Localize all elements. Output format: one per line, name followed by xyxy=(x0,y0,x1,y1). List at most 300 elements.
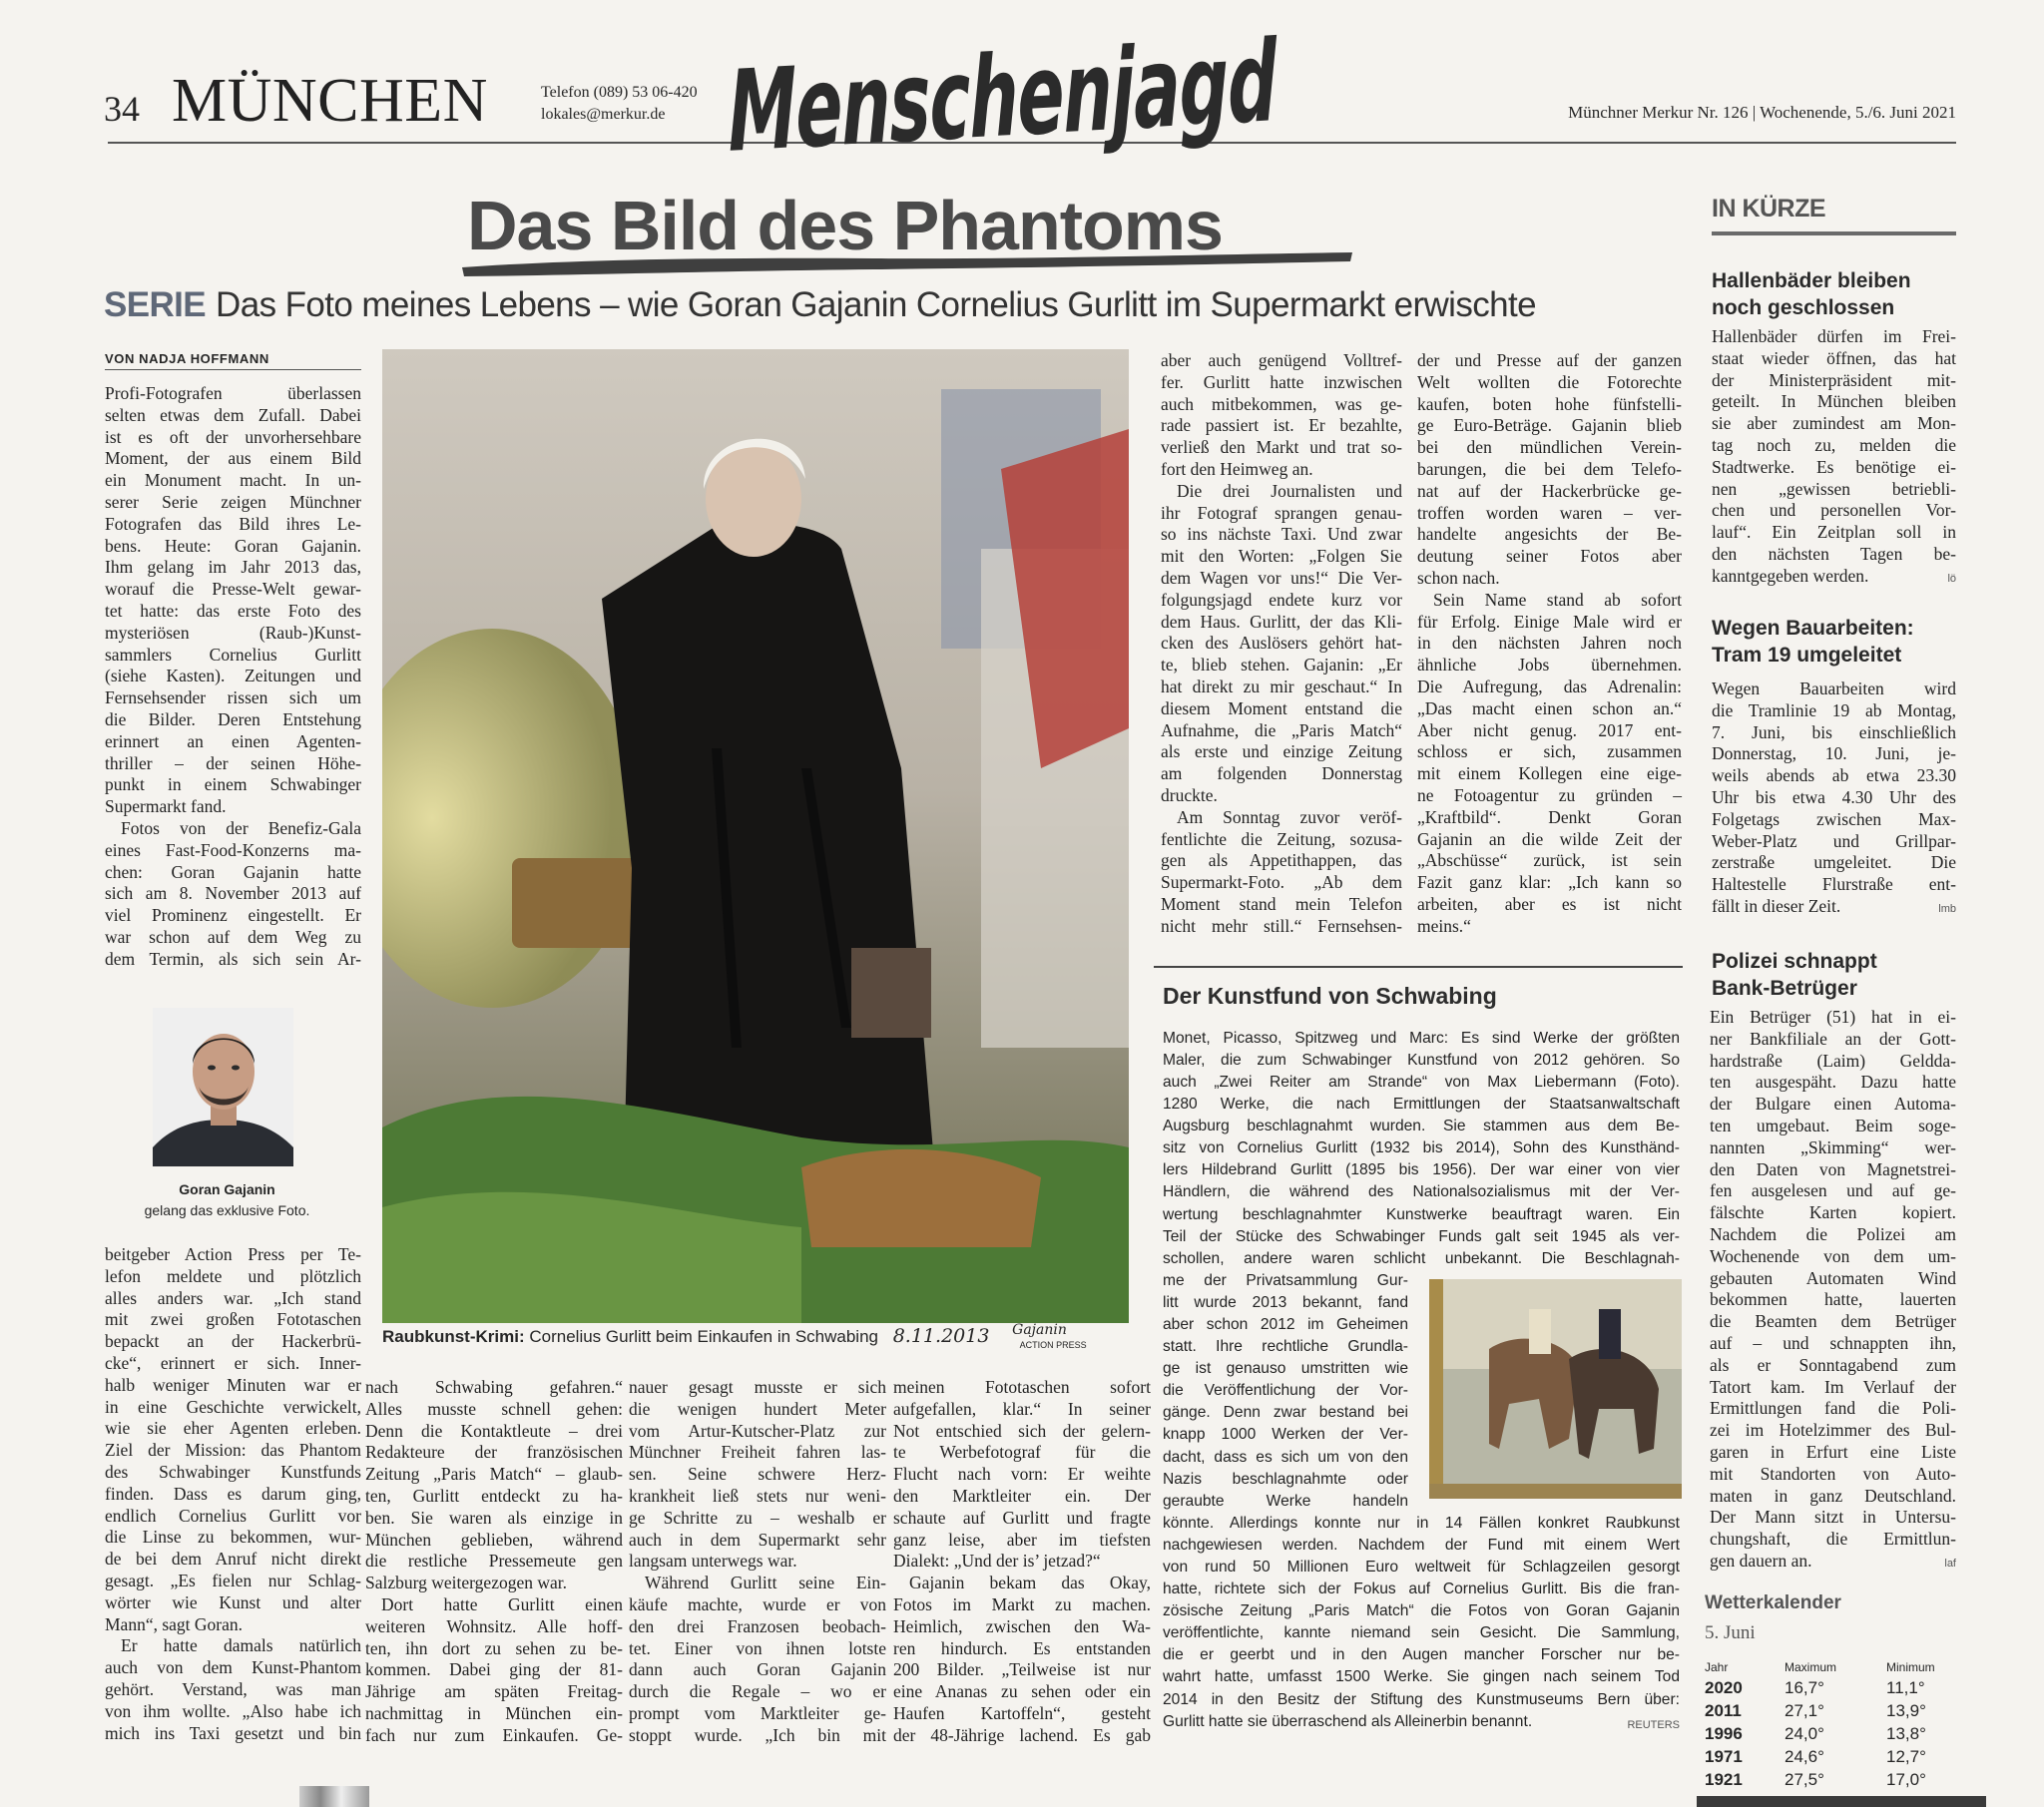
text-line xyxy=(1710,1268,1956,1290)
weather-max: 24,0° xyxy=(1785,1723,1824,1743)
text-line xyxy=(1163,1094,1680,1116)
text-line-content: wie sie eher Agenten erleben. xyxy=(105,1418,361,1439)
text-line xyxy=(893,1508,1151,1530)
text-line-content: ne Fotoagentur zu gründen – xyxy=(1417,784,1682,805)
text-line xyxy=(893,1725,1151,1747)
text-line xyxy=(105,1506,361,1528)
text-line xyxy=(1710,1007,1956,1029)
text-line xyxy=(1710,1377,1956,1399)
text-line-content: von ihm wollte. „Also habe ich xyxy=(105,1700,361,1721)
text-line-content: die Tramlinie 19 ab Montag, xyxy=(1712,699,1956,720)
text-line xyxy=(1417,546,1682,568)
text-line-content: fort den Heimweg an. xyxy=(1161,458,1313,479)
text-line xyxy=(1163,1248,1680,1270)
text-line-content: 2014 in den Besitz der Stiftung des Kunstmuseums Bern über: xyxy=(1163,1690,1680,1708)
text-line xyxy=(629,1421,886,1443)
brief-2-text xyxy=(1712,678,1956,921)
weather-table xyxy=(1705,1658,1935,1791)
phone-number: Telefon (089) 53 06-420 xyxy=(541,84,698,101)
text-line-content: prompt vom Marktleiter ge- xyxy=(629,1702,886,1723)
text-line xyxy=(629,1573,886,1594)
text-line xyxy=(105,1527,361,1549)
text-line xyxy=(629,1464,886,1486)
text-line-content: selten etwas dem Zufall. Dabei xyxy=(105,404,361,425)
text-line xyxy=(365,1616,623,1638)
text-line-content: dem Wagen vor uns!“ Die Ver- xyxy=(1161,567,1402,588)
text-line-content: für Erfolg. Einige Male wird er xyxy=(1417,611,1682,632)
text-line-content: diesem Moment entstand die xyxy=(1161,697,1402,718)
text-line-content: Dort hatte Gurlitt einen xyxy=(381,1593,623,1614)
text-line xyxy=(1712,348,1956,370)
text-line xyxy=(1712,831,1956,853)
text-line xyxy=(105,470,361,492)
text-line-content: der 48-Jährige lachend. Es gab xyxy=(893,1724,1151,1745)
text-line xyxy=(1710,1464,1956,1486)
issue-info: Münchner Merkur Nr. 126 | Wochenende, 5./6. Juni 2021 xyxy=(1568,103,1956,122)
text-line xyxy=(105,905,361,927)
text-line-content: tag noch zu, melden die xyxy=(1712,434,1956,455)
text-line xyxy=(1163,1116,1680,1137)
text-line-content: aber schon 2012 im Geheimen xyxy=(1163,1316,1408,1334)
text-line xyxy=(1161,481,1402,503)
text-line xyxy=(365,1508,623,1530)
text-line xyxy=(105,536,361,558)
text-line xyxy=(1417,633,1682,655)
text-line xyxy=(1710,1289,1956,1311)
text-line xyxy=(105,1549,361,1571)
text-line xyxy=(1163,1535,1680,1557)
text-line xyxy=(629,1442,886,1464)
text-line-content: dacht, dass es sich um von den xyxy=(1163,1448,1408,1466)
text-line xyxy=(1712,722,1956,744)
text-line xyxy=(1163,1314,1408,1336)
photographer-signature: Gajanin xyxy=(1012,1322,1067,1338)
text-line xyxy=(1161,677,1402,698)
article-column-1-bottom xyxy=(105,1244,361,1744)
text-line-content: deutung seiner Fotos aber xyxy=(1417,546,1682,567)
text-line xyxy=(1161,524,1402,546)
text-line xyxy=(1163,1557,1680,1579)
text-line-content: litt wurde 2013 bekannt, fand xyxy=(1163,1294,1408,1312)
text-line xyxy=(365,1573,623,1594)
text-line-content: die er geerbt und in den Augen mancher Forscher nur be- xyxy=(1163,1646,1680,1664)
author-name: Goran Gajanin xyxy=(179,1181,275,1197)
weather-year: 2020 xyxy=(1705,1677,1743,1697)
text-line-content: Fotografen das Bild ihres Le- xyxy=(105,513,361,534)
text-line xyxy=(1161,872,1402,894)
text-line xyxy=(1161,568,1402,590)
text-line xyxy=(1712,544,1956,566)
text-line-content: „Das macht einen schon an.“ xyxy=(1417,697,1682,718)
text-line-content: nannten „Skimming“ wer- xyxy=(1710,1136,1956,1157)
text-line xyxy=(365,1725,623,1747)
text-line-content: am folgenden Donnerstag xyxy=(1161,763,1402,784)
text-line xyxy=(365,1464,623,1486)
text-line-content: gen dauern an. xyxy=(1710,1550,1812,1571)
text-line-content: sammlers Cornelius Gurlitt xyxy=(105,644,361,665)
text-line-content: der und Presse auf der ganzen xyxy=(1417,350,1682,370)
text-line-content: Wegen Bauarbeiten wird xyxy=(1712,678,1956,698)
text-line-content: Moment, der aus einem Bild xyxy=(105,448,361,469)
text-line xyxy=(1712,413,1956,435)
text-line-content: dann auch Goran Gajanin xyxy=(629,1659,886,1680)
text-line xyxy=(1163,1666,1680,1688)
text-line-content: stoppt wurde. „Ich bin mit xyxy=(629,1724,886,1745)
text-line xyxy=(1712,896,1956,918)
text-line xyxy=(1161,655,1402,677)
text-line-content: cken des Auslösers gehört hat- xyxy=(1161,633,1402,654)
text-line xyxy=(105,557,361,579)
caption-text: Cornelius Gurlitt beim Einkaufen in Schwabing xyxy=(529,1327,878,1346)
text-line-content: von rund 50 Millionen Euro weltweit für Schlagzeilen gesorgt xyxy=(1163,1559,1680,1577)
text-line-content: den drei Franzosen beobach- xyxy=(629,1615,886,1636)
text-line xyxy=(1710,1420,1956,1442)
article-column-4 xyxy=(893,1377,1151,1747)
text-line-content: gen als Appetithappen, das xyxy=(1161,850,1402,871)
text-line-content: (siehe Kasten). Zeitungen und xyxy=(105,666,361,686)
scan-artifact xyxy=(299,1786,369,1807)
text-line-content: „Abschüsse“ zurück, ist sein xyxy=(1417,850,1682,871)
text-line-content: Salzburg weitergezogen war. xyxy=(365,1573,567,1593)
text-line xyxy=(1161,612,1402,634)
text-line-content: fälschte Karten kopiert. xyxy=(1710,1202,1956,1223)
weather-max: 24,6° xyxy=(1785,1746,1824,1766)
text-line-content: beitgeber Action Press per Te- xyxy=(105,1244,361,1264)
text-line-content: Alles musste schnell gehen: xyxy=(365,1398,623,1419)
text-line-content: 200 Bilder. „Teilweise ist nur xyxy=(893,1659,1151,1680)
text-line-content: Supermarkt-Foto. „Ab dem xyxy=(1161,872,1402,893)
text-line xyxy=(1710,1246,1956,1268)
text-line-content: arbeiten, aber es ist nicht xyxy=(1417,893,1682,914)
text-line-content: veröffentlichte, kannte niemand sein Gesicht. Die Sammlung, xyxy=(1163,1624,1680,1642)
text-line xyxy=(1417,720,1682,742)
text-line xyxy=(365,1421,623,1443)
text-line-content: könnte. Allerdings konnte nur in 14 Fällen konkret Raubkunst xyxy=(1163,1515,1680,1532)
text-line xyxy=(893,1594,1151,1616)
text-line-content: Aufnahme, die „Paris Match“ xyxy=(1161,719,1402,740)
text-line xyxy=(1710,1224,1956,1246)
brief-1-title-line: noch geschlossen xyxy=(1712,296,1895,319)
text-line xyxy=(365,1551,623,1573)
text-line xyxy=(1710,1051,1956,1073)
text-line xyxy=(105,1288,361,1310)
text-line-content: ner Bankfiliale an der Gott- xyxy=(1710,1028,1956,1049)
text-line-content: thriller – der seinen Höhe- xyxy=(105,752,361,773)
text-line-content: weiteren Wohnsitz. Alle hoff- xyxy=(365,1615,623,1636)
text-line xyxy=(1161,350,1402,372)
text-line-content: te, blieb stehen. Gajanin: „Er xyxy=(1161,655,1402,676)
weather-max: 16,7° xyxy=(1785,1677,1824,1697)
byline: VON NADJA HOFFMANN xyxy=(105,351,361,370)
text-line xyxy=(105,601,361,623)
text-line-content: meins.“ xyxy=(1417,915,1471,936)
article-column-6 xyxy=(1417,350,1682,938)
text-line xyxy=(1417,590,1682,612)
weather-row xyxy=(1705,1722,1935,1745)
text-line xyxy=(1161,829,1402,851)
weather-min: 13,9° xyxy=(1886,1700,1926,1720)
brief-3-title-line: Bank-Betrüger xyxy=(1712,977,1857,1000)
text-line xyxy=(105,1331,361,1353)
text-line-content: mit einem Kollegen eine eige- xyxy=(1417,763,1682,784)
text-line xyxy=(1417,459,1682,481)
text-line xyxy=(1163,1447,1408,1469)
text-line-content: die Veröffentlichung der Vor- xyxy=(1163,1382,1408,1400)
text-line-content: eines Fast-Food-Konzerns ma- xyxy=(105,839,361,860)
box-text-bottom xyxy=(1163,1513,1680,1736)
text-line xyxy=(893,1421,1151,1443)
text-line-content: hat direkt zu mir geschaut.“ In xyxy=(1161,676,1402,696)
text-line xyxy=(629,1377,886,1399)
caption-label: Raubkunst-Krimi: xyxy=(382,1327,525,1346)
photo-credit: ACTION PRESS xyxy=(1019,1340,1087,1350)
text-line-content: eine Ananas zu sehen oder ein xyxy=(893,1681,1151,1702)
text-line-content: kanntgegeben werden. xyxy=(1712,565,1869,586)
text-line-content: viel Prominenz eingestellt. Er xyxy=(105,905,361,926)
text-line-content: chen: Goran Gajanin hatte xyxy=(105,861,361,882)
text-line xyxy=(365,1486,623,1508)
author-credit: REUTERS xyxy=(1627,1718,1680,1731)
weather-row xyxy=(1705,1768,1935,1791)
text-line xyxy=(1163,1159,1680,1181)
text-line xyxy=(105,840,361,862)
text-line-content: serer Serie zeigen Münchner xyxy=(105,491,361,512)
text-line-content: barungen, die bei dem Telefo- xyxy=(1417,458,1682,479)
text-line-content: mit den Worten: „Folgen Sie xyxy=(1161,546,1402,567)
text-line-content: ein Monument macht. In un- xyxy=(105,470,361,491)
text-line xyxy=(629,1508,886,1530)
text-line-content: nauer gesagt musste er sich xyxy=(629,1377,886,1397)
text-line xyxy=(105,1657,361,1679)
text-line xyxy=(1710,1311,1956,1333)
text-line xyxy=(1163,1204,1680,1226)
text-line-content: langsam unterwegs war. xyxy=(629,1551,797,1572)
sidebar-rule xyxy=(1712,231,1956,235)
text-line-content: dem Termin, als sich sein Ar- xyxy=(105,948,361,969)
text-line xyxy=(1161,372,1402,394)
text-line-content: ist es oft der unvorhersehbare xyxy=(105,426,361,447)
text-line xyxy=(1163,1579,1680,1600)
text-line-content: Während Gurlitt seine Ein- xyxy=(645,1573,886,1593)
text-line xyxy=(629,1659,886,1681)
text-line xyxy=(1710,1094,1956,1116)
text-line xyxy=(1417,612,1682,634)
text-line-content: lauf“. Ein Zeitplan soll in xyxy=(1712,522,1956,543)
text-line xyxy=(1417,503,1682,525)
text-line-content: fällt in dieser Zeit. xyxy=(1712,895,1841,916)
handwritten-title: Menschenjagd xyxy=(727,17,1278,178)
photo-caption xyxy=(382,1322,1131,1350)
text-line-content: Profi-Fotografen überlassen xyxy=(105,383,361,403)
text-line-content: nicht mehr still.“ Fernsehsen- xyxy=(1161,915,1402,936)
text-line-content: schon nach. xyxy=(1417,567,1500,588)
text-line xyxy=(1712,678,1956,700)
text-line xyxy=(893,1442,1151,1464)
text-line xyxy=(1161,437,1402,459)
text-line-content: fen ausgelesen und auf ge- xyxy=(1710,1180,1956,1201)
text-line-content: aber auch genügend Volltref- xyxy=(1161,350,1402,370)
text-line xyxy=(1163,1226,1680,1248)
text-line xyxy=(365,1530,623,1552)
text-line xyxy=(105,1723,361,1745)
text-line-content: Sein Name stand ab sofort xyxy=(1433,589,1682,610)
text-line xyxy=(1163,1072,1680,1094)
text-line xyxy=(1712,566,1956,588)
article-column-2 xyxy=(365,1377,623,1747)
box-title: Der Kunstfund von Schwabing xyxy=(1163,983,1497,1009)
text-line xyxy=(1163,1137,1680,1159)
text-line-content: Heimlich, zwischen den Wa- xyxy=(893,1615,1151,1636)
text-line xyxy=(1163,1380,1408,1402)
text-line xyxy=(365,1399,623,1421)
text-line-content: Supermarkt fand. xyxy=(105,796,227,817)
text-line-content: halb weniger Minuten war er xyxy=(105,1374,361,1395)
text-line xyxy=(1163,1689,1680,1711)
text-line-content: fer. Gurlitt hatte inzwischen xyxy=(1161,371,1402,392)
text-line-content: knapp 1000 Werken der Ver- xyxy=(1163,1426,1408,1444)
text-line-content: lers Hildebrand Gurlitt (1895 bis 1956). Der war einer von vier xyxy=(1163,1161,1680,1179)
text-line xyxy=(1712,500,1956,522)
weather-year: 2011 xyxy=(1705,1700,1742,1720)
text-line xyxy=(105,1484,361,1506)
text-line xyxy=(1710,1116,1956,1137)
text-line-content: schaute auf Gurlitt und fragte xyxy=(893,1507,1151,1528)
text-line-content: Haltestelle Flurstraße ent- xyxy=(1712,874,1956,895)
text-line xyxy=(1163,1402,1408,1424)
text-line-content: Mann“, sagt Goran. xyxy=(105,1613,244,1634)
text-line-content: Uhr bis etwa 4.30 Uhr des xyxy=(1712,786,1956,807)
text-line-content: Folgetags zwischen Max- xyxy=(1712,808,1956,829)
text-line xyxy=(1417,763,1682,785)
text-line-content: sich am 8. November 2013 auf xyxy=(105,883,361,904)
text-line-content: gänge. Denn zwar bestand bei xyxy=(1163,1404,1408,1422)
text-line-content: der Ministerpräsident mit- xyxy=(1712,369,1956,390)
text-line-content: ihr Fotograf sprangen genau- xyxy=(1161,502,1402,523)
brief-2-title-line: Wegen Bauarbeiten: xyxy=(1712,617,1914,640)
text-line-content: hardstraße (Laim) Geldda- xyxy=(1710,1050,1956,1071)
text-line-content: Not entschied sich der gelern- xyxy=(893,1420,1151,1441)
text-line xyxy=(629,1638,886,1660)
text-line-content: Augsburg beschlagnahmt wurden. Sie stammen aus dem Be- xyxy=(1163,1118,1680,1135)
text-line xyxy=(1417,807,1682,829)
text-line-content: in den nächsten Jahren noch xyxy=(1417,633,1682,654)
text-line xyxy=(105,514,361,536)
text-line xyxy=(365,1638,623,1660)
text-line-content: München geblieben, während xyxy=(365,1529,623,1550)
brief-1-title-line: Hallenbäder bleiben xyxy=(1712,269,1911,292)
text-line-content: schloss er sich, zusammen xyxy=(1417,741,1682,762)
weather-min: 13,8° xyxy=(1886,1723,1926,1743)
text-line xyxy=(105,1418,361,1440)
text-line-content: chen und personellen Vor- xyxy=(1712,500,1956,521)
text-line xyxy=(105,731,361,753)
text-line-content: Am Sonntag zuvor veröf- xyxy=(1177,806,1402,827)
text-line xyxy=(1161,850,1402,872)
text-line xyxy=(1417,655,1682,677)
text-line-content: Ihm gelang im Jahr 2013 das, xyxy=(105,557,361,578)
text-line-content: wertung beschlagnahmter Kunstwerke beauftragt waren. Ein xyxy=(1163,1205,1680,1223)
text-line xyxy=(629,1594,886,1616)
box-rule xyxy=(1154,966,1683,968)
text-line xyxy=(1417,894,1682,916)
author-caption xyxy=(105,1179,349,1221)
text-line-content: cke“, erinnert er sich. Inner- xyxy=(105,1352,361,1373)
weather-row xyxy=(1705,1745,1935,1768)
text-line-content: Moment stand mein Telefon xyxy=(1161,893,1402,914)
text-line xyxy=(629,1530,886,1552)
text-line-content: Redakteure der französischen xyxy=(365,1442,623,1463)
text-line-content: Gajanin an die wilde Zeit der xyxy=(1417,828,1682,849)
text-line xyxy=(1161,894,1402,916)
text-line-content: geteilt. In München bleiben xyxy=(1712,391,1956,412)
text-line-content: Ermittlungen fand die Poli- xyxy=(1710,1398,1956,1419)
text-line xyxy=(1163,1050,1680,1072)
section-title: MÜNCHEN xyxy=(172,67,488,135)
text-line-content: des Schwabinger Kunstfunds xyxy=(105,1461,361,1482)
text-line xyxy=(1417,872,1682,894)
text-line-content: Die Aufregung, das Adrenalin: xyxy=(1417,676,1682,696)
text-line-content: auch „Zwei Reiter am Strande“ von Max Liebermann (Foto). xyxy=(1163,1074,1680,1092)
text-line xyxy=(1710,1180,1956,1202)
text-line-content: geraubte Werke handeln xyxy=(1163,1492,1408,1510)
text-line-content: troffen worden waren – ver- xyxy=(1417,502,1682,523)
headline: Das Bild des Phantoms xyxy=(467,187,1223,264)
brief-2-title xyxy=(1712,615,1914,669)
text-line xyxy=(1417,677,1682,698)
text-line-content: 7. Juni, bis einschließlich xyxy=(1712,721,1956,742)
text-line xyxy=(1712,370,1956,392)
text-line xyxy=(1712,326,1956,348)
text-line-content: erinnert an einen Agenten- xyxy=(105,730,361,751)
text-line-content: Münchner Freiheit fahren las- xyxy=(629,1442,886,1463)
text-line xyxy=(1163,1491,1408,1513)
text-line-content: Maler, die zum Schwabinger Kunstfund von 2012 gehören. So xyxy=(1163,1052,1680,1070)
email-address[interactable]: lokales@merkur.de xyxy=(541,106,666,123)
text-line-content: garen in Erfurt eine Liste xyxy=(1710,1441,1956,1462)
text-line xyxy=(1417,916,1682,938)
text-line xyxy=(105,1679,361,1701)
text-line xyxy=(629,1486,886,1508)
text-line xyxy=(1161,590,1402,612)
text-line xyxy=(1712,852,1956,874)
text-line xyxy=(1163,1622,1680,1644)
text-line-content: Nachdem die Polizei am xyxy=(1710,1223,1956,1244)
text-line xyxy=(105,1440,361,1462)
text-line xyxy=(1161,503,1402,525)
text-line xyxy=(105,927,361,949)
text-line-content: ge Schritte zu – weshalb er xyxy=(629,1507,886,1528)
text-line-content: „Kraftbild“. Denkt Goran xyxy=(1417,806,1682,827)
text-line xyxy=(105,862,361,884)
text-line-content: bei den mündlichen Verein- xyxy=(1417,437,1682,458)
text-line xyxy=(1712,457,1956,479)
text-line-content: Zeitung „Paris Match“ – glaub- xyxy=(365,1464,623,1485)
text-line xyxy=(1710,1333,1956,1355)
text-line-content: Fotos von der Benefiz-Gala xyxy=(121,817,361,838)
shopping-trolley-bag xyxy=(851,948,931,1038)
text-line-content: auch in dem Supermarkt sehr xyxy=(629,1529,886,1550)
scan-edge xyxy=(1697,1796,1986,1807)
page-number: 34 xyxy=(104,89,140,129)
text-line-content: auf – und schnappten ihn, xyxy=(1710,1332,1956,1353)
text-line-content: endlich Cornelius Gurlitt vor xyxy=(105,1505,361,1526)
text-line xyxy=(1161,763,1402,785)
weather-year: 1996 xyxy=(1705,1723,1743,1743)
weather-year: 1921 xyxy=(1705,1769,1743,1789)
text-line xyxy=(105,687,361,709)
brief-2-title-line: Tram 19 umgeleitet xyxy=(1712,644,1902,667)
text-line xyxy=(1417,568,1682,590)
